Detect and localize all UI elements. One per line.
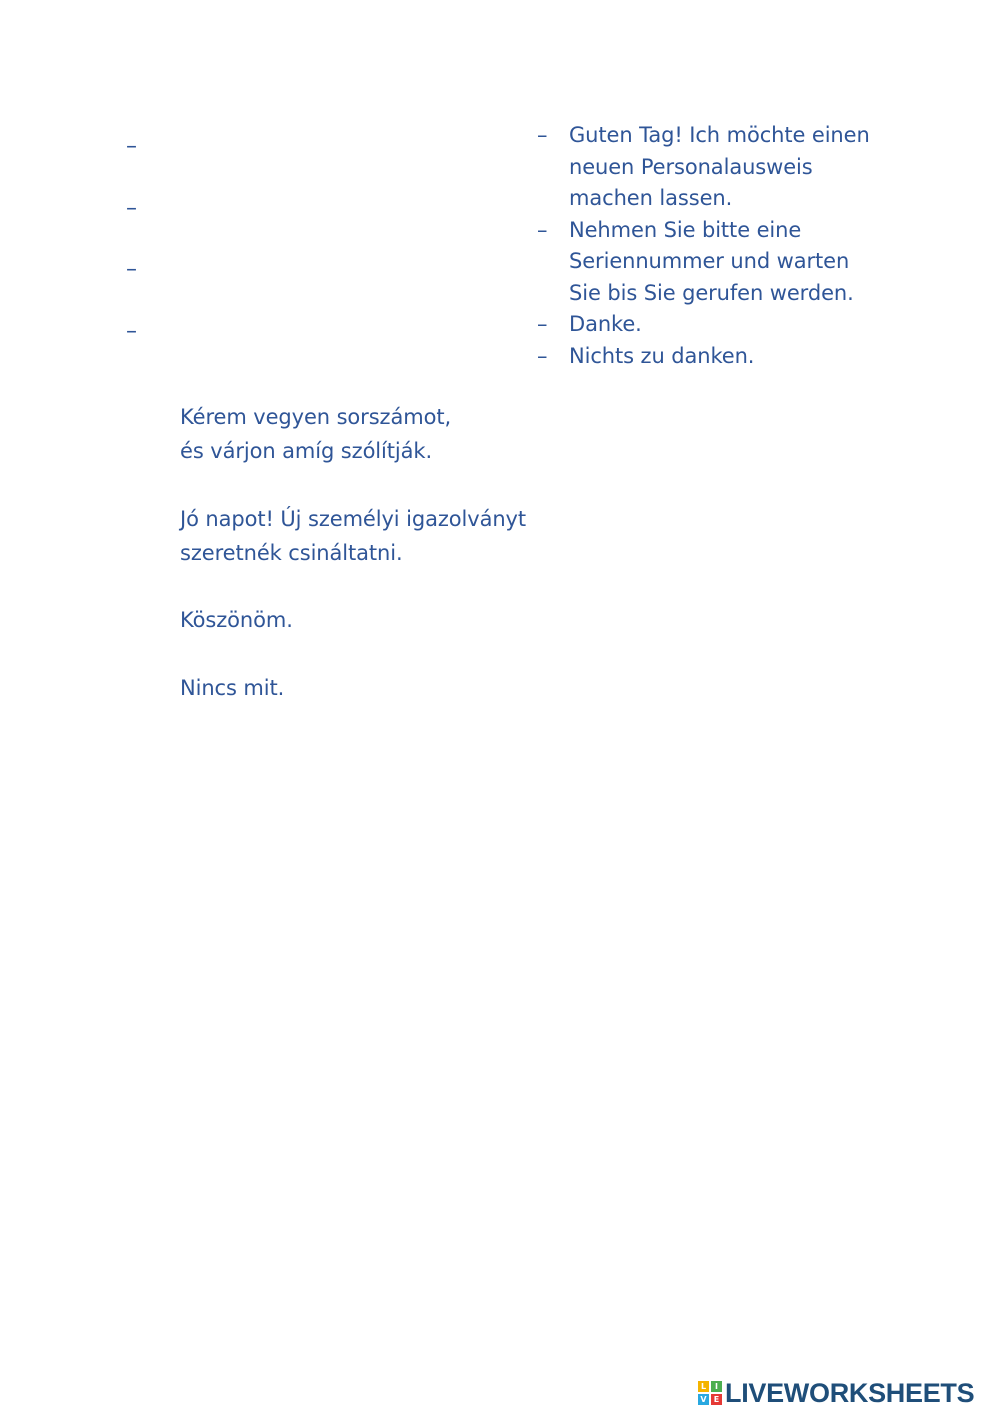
answer-option-1[interactable] (180, 400, 600, 468)
answer-option-2-text-1: Jó napot! Új személyi igazolványt (180, 507, 527, 531)
german-line-4-text-1: Nichts zu danken. (569, 343, 755, 368)
answer-option-3-text-1: Köszönöm. (180, 608, 293, 632)
answer-option-2[interactable] (180, 502, 600, 570)
german-line-1-text-3: machen lassen. (569, 186, 733, 210)
answer-slot-2[interactable]: – (126, 196, 137, 221)
german-line-1-text-1: Guten Tag! Ich möchte einen (569, 123, 870, 147)
dialogue-dash: – (537, 123, 548, 147)
answer-slot-4[interactable]: – (126, 319, 137, 344)
german-dialogue (537, 120, 897, 372)
german-line-2-text-2: Seriennummer und warten (569, 249, 850, 273)
answer-option-3[interactable] (180, 603, 600, 637)
liveworksheets-logo-text: LIVEWORKSHEETS (725, 1377, 975, 1408)
german-line-1-text-2: neuen Personalausweis (569, 154, 813, 179)
answer-option-1-text-2: és várjon amíg szólítják. (180, 439, 433, 463)
liveworksheets-logo[interactable] (698, 1378, 974, 1408)
dialogue-dash: – (537, 312, 548, 336)
answer-slot-1[interactable]: – (126, 134, 137, 159)
answer-slot-3[interactable]: – (126, 257, 137, 282)
german-line-2-text-3: Sie bis Sie gerufen werden. (569, 280, 854, 305)
dialogue-dash: – (537, 343, 548, 368)
german-line-1 (537, 120, 897, 215)
liveworksheets-logo-icon (698, 1381, 722, 1405)
german-line-3-text-1: Danke. (569, 312, 642, 336)
german-line-4 (537, 341, 897, 373)
answer-option-2-text-2: szeretnék csináltatni. (180, 541, 403, 565)
german-line-3 (537, 309, 897, 341)
logo-letter-e: E (711, 1394, 722, 1405)
logo-letter-l: L (698, 1381, 709, 1392)
logo-letter-v: V (698, 1394, 709, 1405)
german-line-2-text-1: Nehmen Sie bitte eine (569, 217, 802, 242)
answer-option-4-text-1: Nincs mit. (180, 676, 285, 700)
german-line-2 (537, 215, 897, 310)
dialogue-dash: – (537, 217, 548, 242)
answer-option-1-text-1: Kérem vegyen sorszámot, (180, 405, 452, 429)
answer-option-4[interactable] (180, 671, 600, 705)
logo-letter-i: I (711, 1381, 722, 1392)
